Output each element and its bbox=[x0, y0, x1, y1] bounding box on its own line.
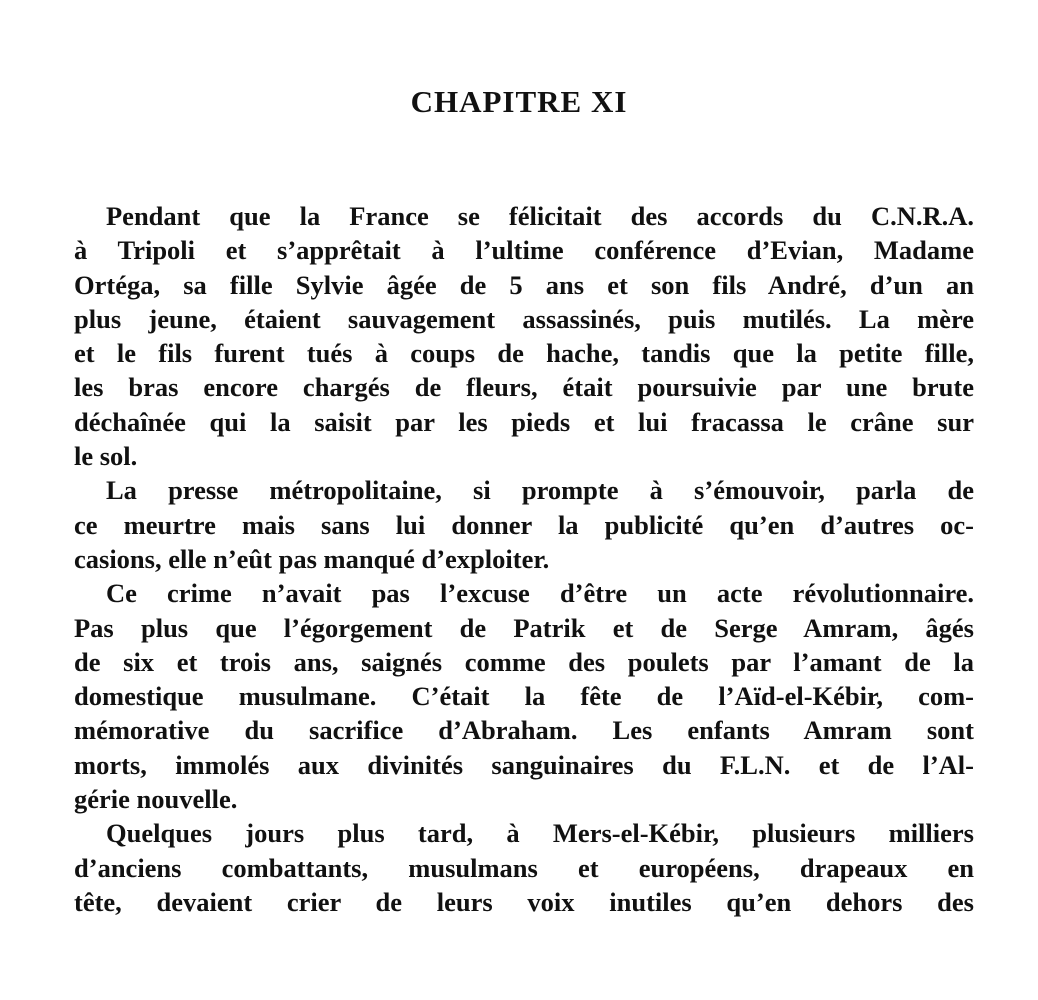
text-line: plus jeune, étaient sauvagement assassinés, puis mutilés. La mère bbox=[74, 303, 974, 334]
text-line: Pas plus que l’égorgement de Patrik et de Serge Amram, âgés bbox=[74, 612, 974, 643]
text-line: à Tripoli et s’apprêtait à l’ultime conférence d’Evian, Madame bbox=[74, 235, 974, 266]
text-line: Pendant que la France se félicitait des accords du C.N.R.A. bbox=[106, 201, 974, 231]
paragraph-3 bbox=[74, 576, 974, 816]
text-line: Quelques jours plus tard, à Mers-el-Kébir, plusieurs milliers bbox=[106, 818, 974, 849]
text-line: La presse métropolitaine, si prompte à s’émouvoir, parla de bbox=[106, 475, 974, 506]
text-line: de six et trois ans, saignés comme des poulets par l’amant de la bbox=[74, 646, 974, 677]
paragraph-1 bbox=[74, 199, 974, 473]
text-line: le sol. bbox=[74, 441, 138, 472]
text-line: morts, immolés aux divinités sanguinaires du F.L.N. et de l’Al- bbox=[74, 749, 974, 780]
text-line: et le fils furent tués à coups de hache, tandis que la petite fille, bbox=[74, 338, 974, 369]
body-text bbox=[74, 199, 974, 919]
text-line: tête, devaient crier de leurs voix inutiles qu’en dehors des bbox=[74, 886, 974, 917]
chapter-title: CHAPITRE XI bbox=[410, 84, 628, 119]
paragraph-2 bbox=[74, 473, 974, 576]
text-line: d’anciens combattants, musulmans et européens, drapeaux en bbox=[74, 852, 974, 883]
paragraph-4 bbox=[74, 816, 974, 919]
text-line: gérie nouvelle. bbox=[74, 784, 238, 815]
text-line: les bras encore chargés de fleurs, était poursuivie par une brute bbox=[74, 372, 974, 403]
text-line: casions, elle n’eût pas manqué d’exploiter. bbox=[74, 543, 550, 574]
text-line: ce meurtre mais sans lui donner la publicité qu’en d’autres oc- bbox=[74, 509, 974, 540]
text-line: mémorative du sacrifice d’Abraham. Les enfants Amram sont bbox=[74, 715, 974, 746]
text-line: Ce crime n’avait pas l’excuse d’être un acte révolutionnaire. bbox=[106, 578, 974, 609]
text-line: déchaînée qui la saisit par les pieds et lui fracassa le crâne sur bbox=[74, 406, 974, 437]
text-line: Ortéga, sa fille Sylvie âgée de 5 ans et son fils André, d’un an bbox=[74, 269, 974, 300]
text-line: domestique musulmane. C’était la fête de l’Aïd-el-Kébir, com- bbox=[74, 681, 974, 712]
